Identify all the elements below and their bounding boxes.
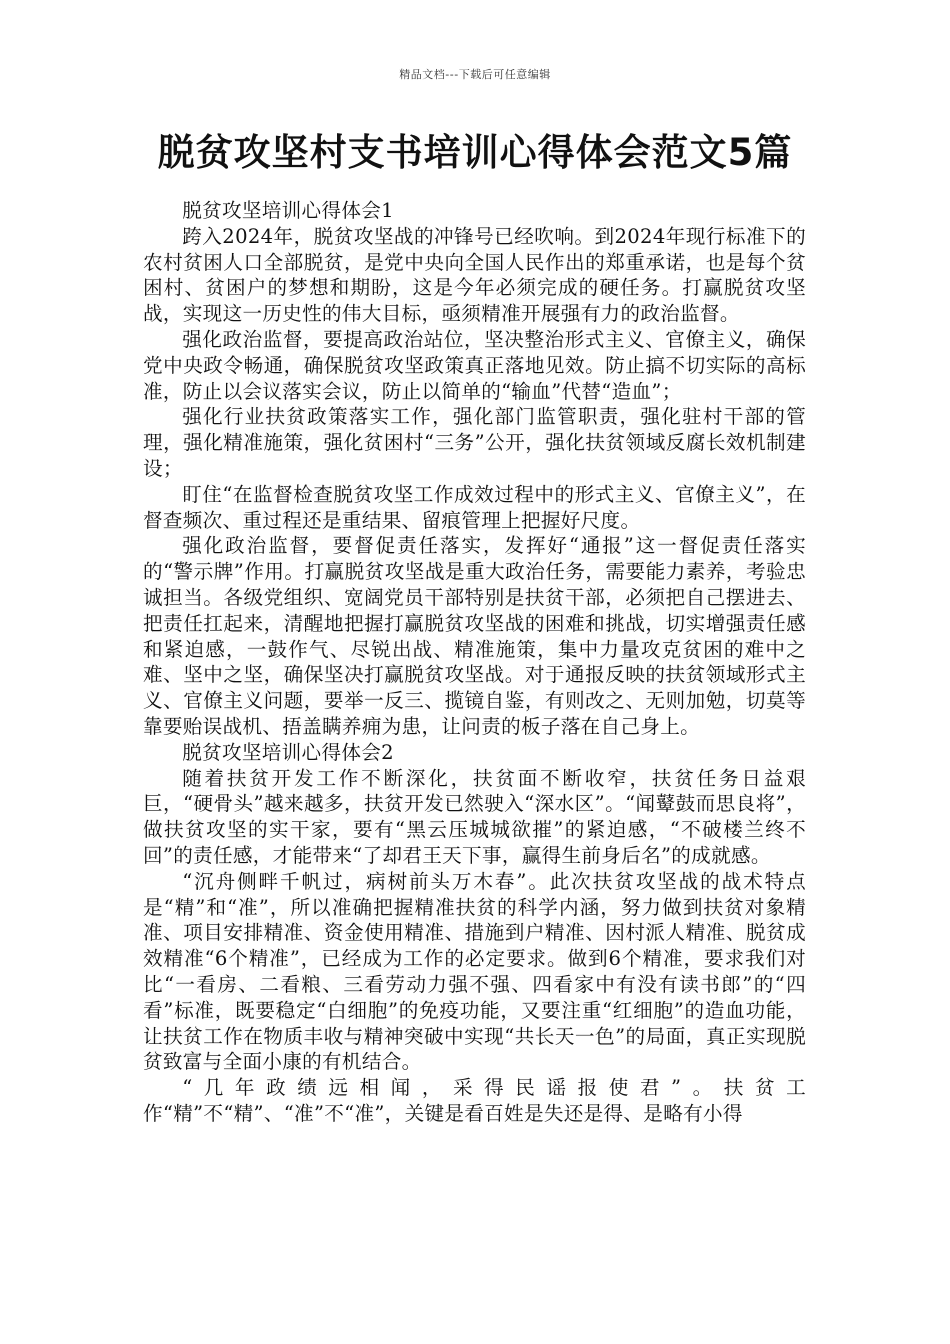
section-heading: 脱贫攻坚培训心得体会2 <box>182 740 394 764</box>
paragraph: 强化行业扶贫政策落实工作，强化部门监管职责，强化驻村干部的管理，强化精准施策，强化贫困村“三务”公开，强化扶贫领域反腐长效机制建设； <box>143 405 806 480</box>
section-heading: 脱贫攻坚培训心得体会1 <box>182 199 394 222</box>
paragraph: “几年政绩远相闻，采得民谣报使君”。扶贫工作“精”不“精”、“准”不“准”，关键是看百姓是失还是得、是略有小得 <box>143 1076 806 1125</box>
paragraph: 强化政治监督，要督促责任落实，发挥好“通报”这一督促责任落实的“警示牌”作用。打赢脱贫攻坚战是重大政治任务，需要能力素养，考验忠诚担当。各级党组织、宽阔党员干部特别是扶贫干部，必须把自己摆进去、把责任扛起来，清醒地把握打赢脱贫攻坚战的困难和挑战，切实增强责任感和紧迫感，一鼓作气、尽锐出战、精准施策，集中力量攻克贫困的难中之难、坚中之坚，确保坚决打赢脱贫攻坚战。对于通报反映的扶贫领域形式主义、官僚主义问题，要举一反三、揽镜自鉴，有则改之、无则加勉，切莫等靠要贻误战机、捂盖瞒养痈为患，让问责的板子落在自己身上。 <box>143 534 806 738</box>
header-note: 精品文档---下载后可任意编辑 <box>399 68 551 81</box>
paragraph: 盯住“在监督检查脱贫攻坚工作成效过程中的形式主义、官僚主义”，在督查频次、重过程还是重结果、留痕管理上把握好尺度。 <box>143 482 806 532</box>
paragraph: “沉舟侧畔千帆过，病树前头万木春”。此次扶贫攻坚战的战术特点是“精”和“准”，所以准确把握精准扶贫的科学内涵，努力做到扶贫对象精准、项目安排精准、资金使用精准、措施到户精准、因村派人精准、脱贫成效精准“6个精准”，已经成为工作的必定要求。做到6个精准，要求我们对比“一看房、二看粮、三看劳动力强不强、四看家中有没有读书郎”的“四看”标准，既要稳定“白细胞”的免疫功能，又要注重“红细胞”的造血功能，让扶贫工作在物质丰收与精神突破中实现“共长天一色”的局面，真正实现脱贫致富与全面小康的有机结合。 <box>143 869 806 1074</box>
paragraph: 强化政治监督，要提高政治站位，坚决整治形式主义、官僚主义，确保党中央政令畅通，确保脱贫攻坚政策真正落地见效。防止搞不切实际的高标准，防止以会议落实会议，防止以简单的“输血”代替“造血”； <box>143 327 806 403</box>
paragraph: 随着扶贫开发工作不断深化，扶贫面不断收窄，扶贫任务日益艰巨，“硬骨头”越来越多，扶贫开发已然驶入“深水区”。“闻鼙鼓而思良将”，做扶贫攻坚的实干家，要有“黑云压城城欲摧”的紧迫感，“不破楼兰终不回”的责任感，才能带来“了却君王天下事，赢得生前身后名”的成就感。 <box>143 766 806 867</box>
paragraph: 跨入2024年，脱贫攻坚战的冲锋号已经吹响。到2024年现行标准下的农村贫困人口全部脱贫，是党中央向全国人民作出的郑重承诺，也是每个贫困村、贫困户的梦想和期盼，这是今年必须完成的硬任务。打赢脱贫攻坚战，实现这一历史性的伟大目标，亟须精准开展强有力的政治监督。 <box>143 224 806 326</box>
document-body <box>143 198 806 1127</box>
document-title: 脱贫攻坚村支书培训心得体会范文5篇 <box>157 131 793 174</box>
